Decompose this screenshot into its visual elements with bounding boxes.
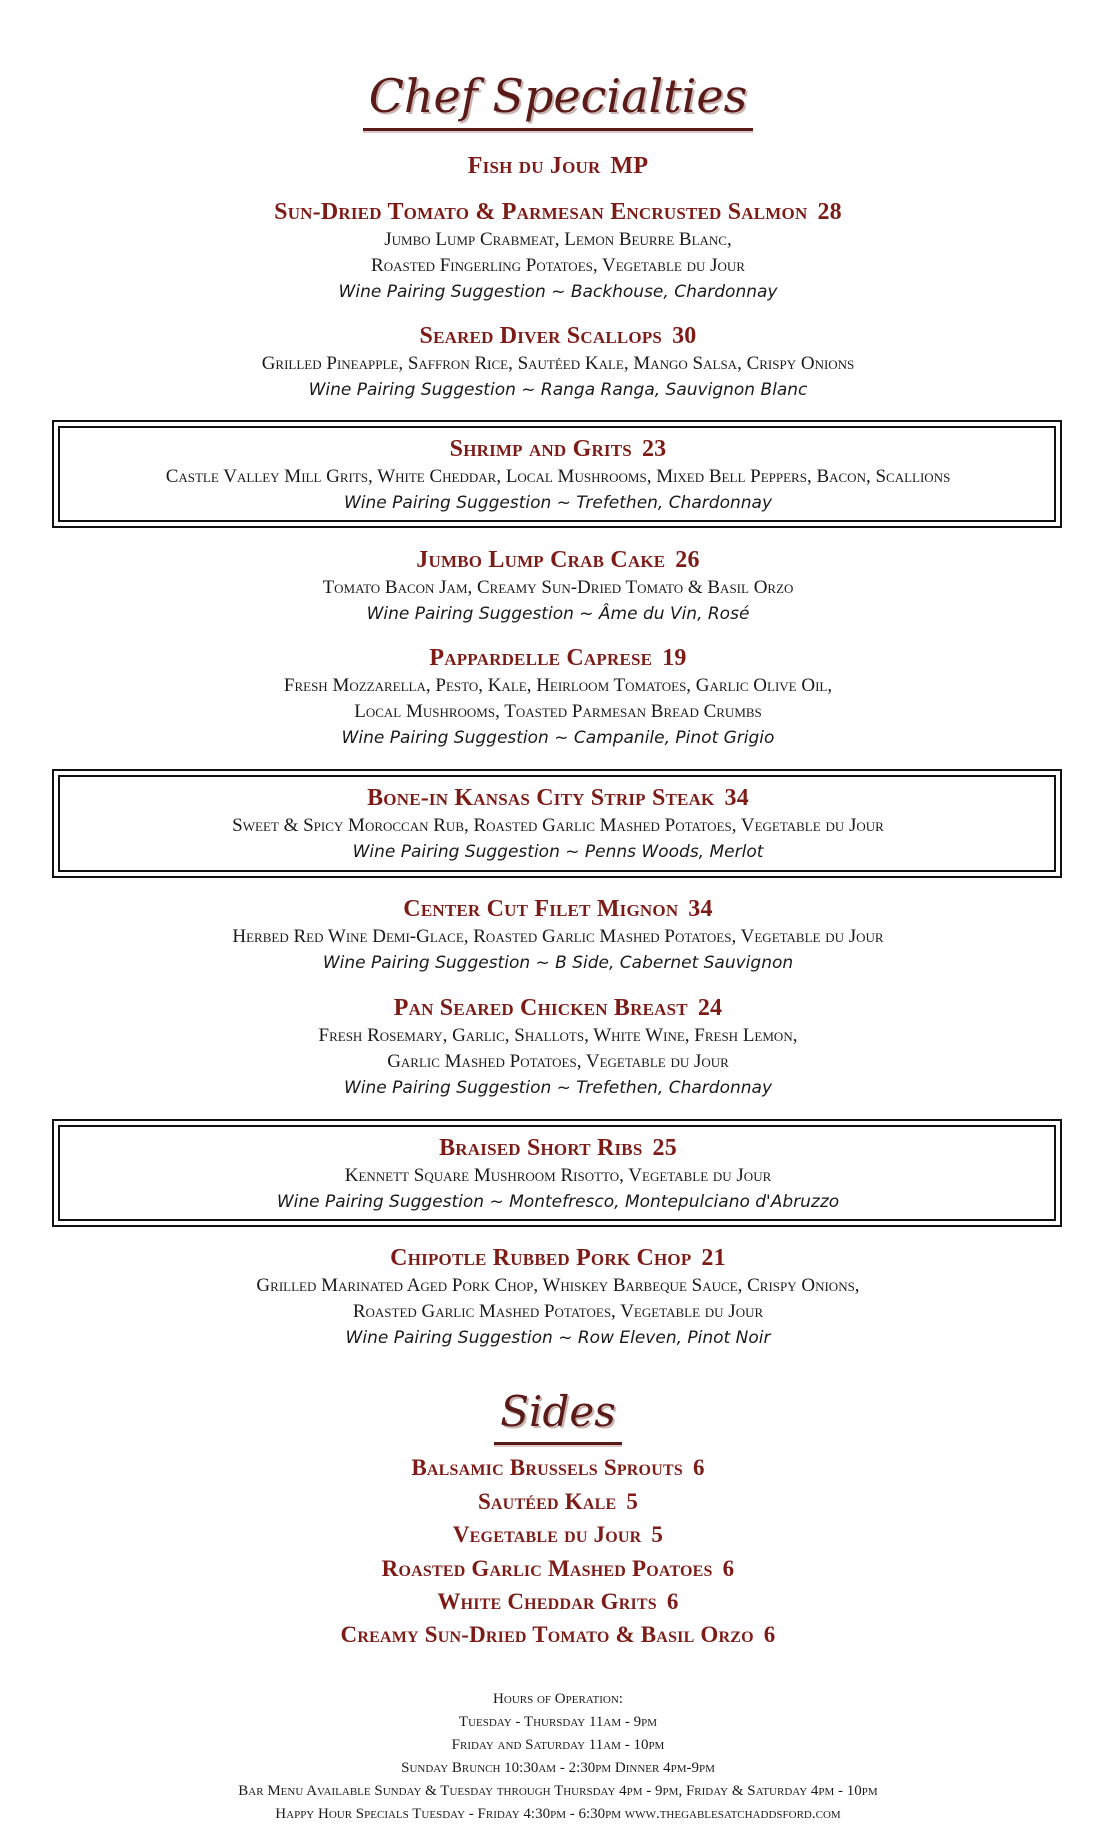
side-item-name bbox=[0, 1520, 1116, 1550]
item-description-line: Jumbo Lump Crabmeat, Lemon Beurre Blanc, bbox=[384, 229, 732, 250]
wine-pairing: Wine Pairing Suggestion ~ Row Eleven, Pinot Noir bbox=[345, 1328, 771, 1348]
item-name-text: Jumbo Lump Crab Cake bbox=[416, 547, 666, 573]
side-item bbox=[0, 1520, 1116, 1550]
item-price: 24 bbox=[697, 995, 723, 1021]
wine-pairing: Wine Pairing Suggestion ~ Trefethen, Chardonnay bbox=[343, 1078, 773, 1098]
item-price: 28 bbox=[817, 199, 842, 225]
item-description-line: Grilled Marinated Aged Pork Chop, Whiskey Barbeque Sauce, Crispy Onions, bbox=[256, 1275, 860, 1296]
side-price: 6 bbox=[722, 1556, 735, 1581]
wine-pairing: Wine Pairing Suggestion ~ Montefresco, Montepulciano d'Abruzzo bbox=[276, 1192, 840, 1212]
side-name-text: Creamy Sun-Dried Tomato & Basil Orzo bbox=[340, 1622, 754, 1647]
item-name-text: Pan Seared Chicken Breast bbox=[393, 995, 688, 1021]
wine-pairing: Wine Pairing Suggestion ~ Ranga Ranga, Sauvignon Blanc bbox=[308, 380, 808, 400]
menu-item-scallops bbox=[0, 321, 1116, 403]
item-name-text: Pappardelle Caprese bbox=[429, 645, 653, 671]
item-name-text: Chipotle Rubbed Pork Chop bbox=[390, 1245, 692, 1271]
menu-item-name bbox=[0, 434, 1116, 464]
side-name-text: Roasted Garlic Mashed Poatoes bbox=[381, 1556, 713, 1581]
chef-specialties-title bbox=[0, 66, 1116, 131]
menu-item-shrimp-and-grits bbox=[0, 434, 1116, 516]
menu-item-pork-chop bbox=[0, 1243, 1116, 1351]
menu-item-name bbox=[0, 321, 1116, 351]
side-item-name bbox=[0, 1554, 1116, 1584]
item-description-line: Local Mushrooms, Toasted Parmesan Bread Crumbs bbox=[354, 701, 762, 722]
menu-item-salmon bbox=[0, 197, 1116, 305]
item-name-text: Braised Short Ribs bbox=[439, 1135, 643, 1161]
item-price: MP bbox=[610, 153, 649, 179]
side-price: 6 bbox=[763, 1622, 776, 1647]
item-description-line: Roasted Garlic Mashed Potatoes, Vegetable du Jour bbox=[352, 1301, 764, 1322]
item-name-text: Fish du Jour bbox=[467, 153, 601, 179]
menu-item-name bbox=[0, 197, 1116, 227]
footer-line: Bar Menu Available Sunday & Tuesday through Thursday 4pm - 9pm, Friday & Saturday 4pm - 10pm bbox=[238, 1783, 878, 1799]
side-price: 5 bbox=[651, 1522, 664, 1547]
menu-item-short-ribs bbox=[0, 1133, 1116, 1215]
side-name-text: Vegetable du Jour bbox=[452, 1522, 642, 1547]
menu-item-name bbox=[0, 783, 1116, 813]
footer-line: Hours of Operation: bbox=[493, 1691, 623, 1707]
item-description-line: Grilled Pineapple, Saffron Rice, Sautéed Kale, Mango Salsa, Crispy Onions bbox=[261, 353, 855, 374]
item-price: 25 bbox=[652, 1135, 677, 1161]
side-price: 6 bbox=[666, 1589, 679, 1614]
footer-line: Friday and Saturday 11am - 10pm bbox=[451, 1737, 665, 1753]
wine-pairing: Wine Pairing Suggestion ~ B Side, Cabernet Sauvignon bbox=[322, 953, 794, 973]
menu-item-chicken-breast bbox=[0, 993, 1116, 1101]
menu-item-name bbox=[0, 993, 1116, 1023]
menu-item-name bbox=[0, 1133, 1116, 1163]
wine-pairing: Wine Pairing Suggestion ~ Âme du Vin, Rosé bbox=[366, 604, 750, 624]
side-name-text: Balsamic Brussels Sprouts bbox=[411, 1455, 683, 1480]
hours-footer bbox=[0, 1688, 1116, 1826]
item-description-line: Herbed Red Wine Demi-Glace, Roasted Garlic Mashed Potatoes, Vegetable du Jour bbox=[232, 926, 884, 947]
item-name-text: Seared Diver Scallops bbox=[419, 323, 663, 349]
menu-item-name bbox=[0, 1243, 1116, 1273]
side-item-name bbox=[0, 1453, 1116, 1483]
sides-title-text: Sides bbox=[494, 1384, 622, 1445]
wine-pairing: Wine Pairing Suggestion ~ Trefethen, Chardonnay bbox=[343, 493, 773, 513]
menu-item-fish-du-jour bbox=[0, 151, 1116, 181]
item-price: 34 bbox=[724, 785, 749, 811]
side-item-name bbox=[0, 1587, 1116, 1617]
item-price: 30 bbox=[672, 323, 697, 349]
footer-line: Sunday Brunch 10:30am - 2:30pm Dinner 4pm-9pm bbox=[401, 1760, 715, 1776]
menu-item-pappardelle bbox=[0, 643, 1116, 751]
footer-line: Tuesday - Thursday 11am - 9pm bbox=[458, 1714, 658, 1730]
side-price: 6 bbox=[692, 1455, 705, 1480]
menu-item-filet-mignon bbox=[0, 894, 1116, 976]
side-item bbox=[0, 1587, 1116, 1617]
menu-item-name bbox=[0, 643, 1116, 673]
side-name-text: Sautéed Kale bbox=[477, 1489, 617, 1514]
menu-item-crab-cake bbox=[0, 545, 1116, 627]
item-description-line: Garlic Mashed Potatoes, Vegetable du Jour bbox=[387, 1051, 729, 1072]
chef-specialties-title-text: Chef Specialties bbox=[363, 66, 754, 131]
website-link-line[interactable]: Happy Hour Specials Tuesday - Friday 4:30pm - 6:30pm www.thegablesatchaddsford.com bbox=[275, 1806, 841, 1822]
item-description-line: Castle Valley Mill Grits, White Cheddar, Local Mushrooms, Mixed Bell Peppers, Bacon, Scallions bbox=[165, 466, 951, 487]
sides-title bbox=[0, 1384, 1116, 1445]
item-description-line: Fresh Rosemary, Garlic, Shallots, White Wine, Fresh Lemon, bbox=[318, 1025, 798, 1046]
item-description-line: Roasted Fingerling Potatoes, Vegetable du Jour bbox=[371, 255, 745, 276]
item-price: 34 bbox=[688, 896, 713, 922]
item-name-text: Sun-Dried Tomato & Parmesan Encrusted Salmon bbox=[274, 199, 808, 225]
side-item-name bbox=[0, 1620, 1116, 1650]
item-name-text: Center Cut Filet Mignon bbox=[403, 896, 679, 922]
item-name-text: Shrimp and Grits bbox=[449, 436, 632, 462]
item-description-line: Fresh Mozzarella, Pesto, Kale, Heirloom Tomatoes, Garlic Olive Oil, bbox=[283, 675, 833, 696]
side-item-name bbox=[0, 1487, 1116, 1517]
side-price: 5 bbox=[626, 1489, 639, 1514]
item-price: 19 bbox=[662, 645, 687, 671]
wine-pairing: Wine Pairing Suggestion ~ Backhouse, Chardonnay bbox=[338, 282, 778, 302]
side-item bbox=[0, 1453, 1116, 1483]
side-name-text: White Cheddar Grits bbox=[437, 1589, 657, 1614]
menu-item-strip-steak bbox=[0, 783, 1116, 865]
item-description-line: Kennett Square Mushroom Risotto, Vegetable du Jour bbox=[344, 1165, 772, 1186]
item-description-line: Sweet & Spicy Moroccan Rub, Roasted Garlic Mashed Potatoes, Vegetable du Jour bbox=[232, 815, 884, 836]
wine-pairing: Wine Pairing Suggestion ~ Penns Woods, Merlot bbox=[352, 842, 764, 862]
item-price: 23 bbox=[641, 436, 667, 462]
item-price: 26 bbox=[675, 547, 700, 573]
menu-item-name bbox=[0, 894, 1116, 924]
side-item bbox=[0, 1487, 1116, 1517]
side-item bbox=[0, 1620, 1116, 1650]
item-name-text: Bone-in Kansas City Strip Steak bbox=[367, 785, 715, 811]
menu-item-name bbox=[0, 545, 1116, 575]
wine-pairing: Wine Pairing Suggestion ~ Campanile, Pinot Grigio bbox=[341, 728, 775, 748]
item-description-line: Tomato Bacon Jam, Creamy Sun-Dried Tomato & Basil Orzo bbox=[322, 577, 794, 598]
item-price: 21 bbox=[701, 1245, 726, 1271]
side-item bbox=[0, 1554, 1116, 1584]
menu-item-name bbox=[0, 151, 1116, 181]
